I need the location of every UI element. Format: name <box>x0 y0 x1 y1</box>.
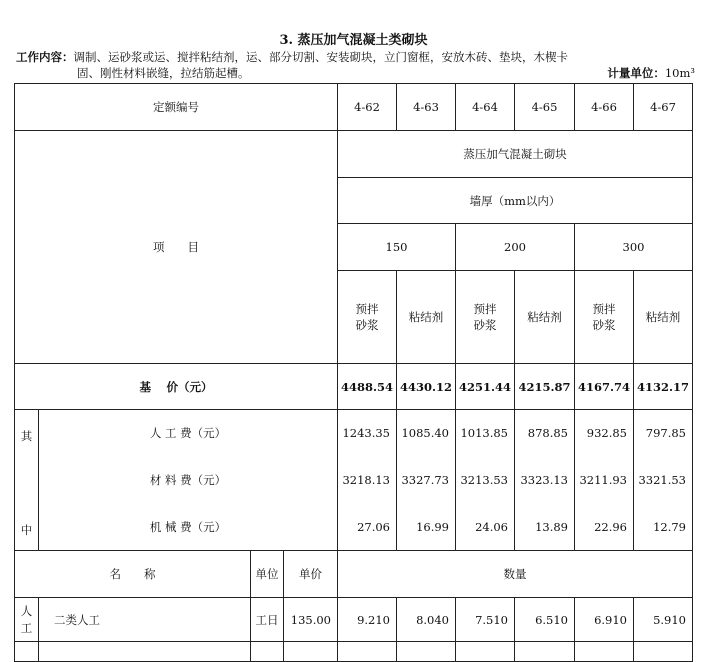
subtype-cell: 预拌 砂浆 <box>338 271 397 364</box>
next-row-partial <box>15 642 693 662</box>
material-cell: 3327.73 <box>397 457 456 504</box>
resource-name: 二类人工 <box>39 598 251 642</box>
labor-label: 人 工 费（元） <box>39 410 338 457</box>
base-price-cell: 4251.44 <box>456 364 515 410</box>
subtype-cell: 预拌 砂浆 <box>456 271 515 364</box>
labor-cell: 1243.35 <box>338 410 397 457</box>
code-label: 定额编号 <box>15 84 338 131</box>
resource-price: 135.00 <box>284 598 338 642</box>
code-cell: 4-67 <box>634 84 693 131</box>
machine-cell: 27.06 <box>338 504 397 551</box>
labor-cell: 932.85 <box>575 410 634 457</box>
subtype-cell: 粘结剂 <box>515 271 575 364</box>
thickness-cell: 200 <box>456 224 575 271</box>
machine-cell: 22.96 <box>575 504 634 551</box>
name-header: 名 称 <box>15 551 251 598</box>
material-row <box>15 457 693 504</box>
price-header: 单价 <box>284 551 338 598</box>
resource-qty: 6.510 <box>515 598 575 642</box>
base-price-cell: 4430.12 <box>397 364 456 410</box>
labor-cell: 1013.85 <box>456 410 515 457</box>
resource-header-row <box>15 551 693 598</box>
base-price-cell: 4132.17 <box>634 364 693 410</box>
category-row <box>15 131 693 178</box>
work-content-line1: 调制、运砂浆或运、搅拌粘结剂，运、部分切割、安装砌块，立门窗框，安放木砖、垫块，木楔卡 <box>73 50 568 64</box>
base-price-cell: 4215.87 <box>515 364 575 410</box>
thickness-cell: 300 <box>575 224 693 271</box>
resource-qty: 5.910 <box>634 598 693 642</box>
machine-label: 机 械 费（元） <box>39 504 338 551</box>
resource-qty: 9.210 <box>338 598 397 642</box>
code-cell: 4-62 <box>338 84 397 131</box>
base-price-cell: 4167.74 <box>575 364 634 410</box>
resource-qty: 8.040 <box>397 598 456 642</box>
resource-row <box>15 598 693 642</box>
subtype-cell: 粘结剂 <box>397 271 456 364</box>
code-cell: 4-65 <box>515 84 575 131</box>
material-cell: 3218.13 <box>338 457 397 504</box>
labor-cell: 797.85 <box>634 410 693 457</box>
material-cell: 3213.53 <box>456 457 515 504</box>
subtype-cell: 预拌 砂浆 <box>575 271 634 364</box>
code-cell: 4-63 <box>397 84 456 131</box>
page-title: 3. 蒸压加气混凝土类砌块 <box>279 33 428 48</box>
work-content-line2: 固、刚性材料嵌缝，拉结筋起槽。 <box>77 66 250 80</box>
labor-cell: 1085.40 <box>397 410 456 457</box>
material-cell: 3211.93 <box>575 457 634 504</box>
labor-row <box>15 410 693 457</box>
quota-table <box>14 83 693 662</box>
measurement-unit <box>607 65 695 81</box>
among-label: 其 中 <box>15 410 39 551</box>
item-label: 项 目 <box>15 131 338 364</box>
unit-label: 计量单位： <box>607 66 665 80</box>
code-cell: 4-66 <box>575 84 634 131</box>
material-cell: 3323.13 <box>515 457 575 504</box>
machine-cell: 12.79 <box>634 504 693 551</box>
subtype-cell: 粘结剂 <box>634 271 693 364</box>
base-price-label: 基 价（元） <box>15 364 338 410</box>
category-cell: 蒸压加气混凝土砌块 <box>338 131 693 178</box>
resource-unit: 工日 <box>251 598 284 642</box>
machine-cell: 24.06 <box>456 504 515 551</box>
machine-cell: 13.89 <box>515 504 575 551</box>
material-label: 材 料 费（元） <box>39 457 338 504</box>
work-content-label: 工作内容： <box>16 50 74 64</box>
base-price-cell: 4488.54 <box>338 364 397 410</box>
unit-value: 10m³ <box>664 66 695 80</box>
labor-cell: 878.85 <box>515 410 575 457</box>
resource-group: 人 工 <box>15 598 39 642</box>
quantity-header: 数量 <box>338 551 693 598</box>
code-row <box>15 84 693 131</box>
base-price-row <box>15 364 693 410</box>
resource-qty: 6.910 <box>575 598 634 642</box>
thickness-cell: 150 <box>338 224 456 271</box>
code-cell: 4-64 <box>456 84 515 131</box>
resource-qty: 7.510 <box>456 598 515 642</box>
machine-cell: 16.99 <box>397 504 456 551</box>
machine-row <box>15 504 693 551</box>
material-cell: 3321.53 <box>634 457 693 504</box>
work-content <box>16 49 696 81</box>
unit-header: 单位 <box>251 551 284 598</box>
thickness-label: 墙厚（mm以内） <box>338 178 693 224</box>
